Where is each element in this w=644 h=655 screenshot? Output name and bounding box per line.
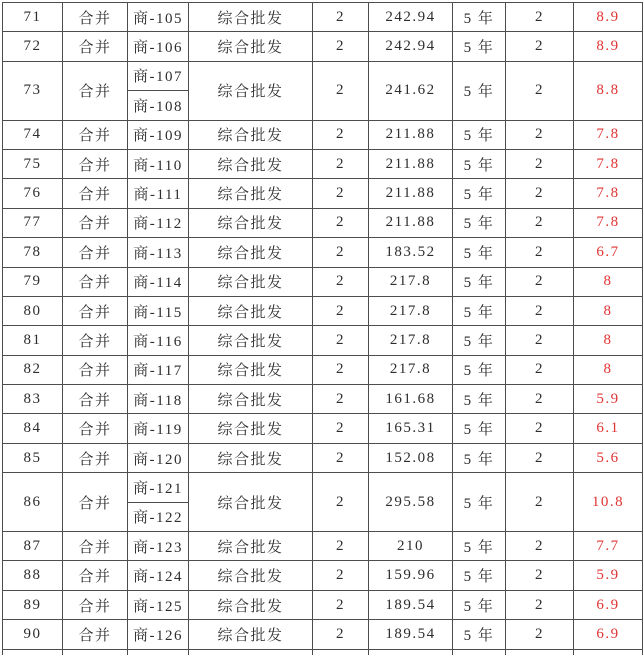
cell-lease-term: 5 年 bbox=[453, 590, 506, 619]
cell-row-no: 89 bbox=[3, 590, 63, 619]
cell-unit-count: 2 bbox=[313, 267, 369, 296]
cell-merge-label: 合并 bbox=[63, 208, 128, 237]
cell-unit-count: 2 bbox=[313, 385, 369, 414]
cell-unit-count: 2 bbox=[313, 208, 369, 237]
cell-area-value: 217.8 bbox=[369, 326, 453, 355]
cell-unit-count: 2 bbox=[313, 120, 369, 149]
cell-merge-label: 合并 bbox=[63, 326, 128, 355]
cell-unit-count: 2 bbox=[313, 32, 369, 61]
table-row bbox=[3, 355, 643, 384]
cell-shop-id: 商-125 bbox=[128, 590, 189, 619]
table-row bbox=[3, 326, 643, 355]
cell-lease-term: 5 年 bbox=[453, 267, 506, 296]
cell-empty bbox=[189, 649, 313, 655]
cell-lease-term: 5 年 bbox=[453, 355, 506, 384]
cell-household-count: 2 bbox=[506, 296, 574, 325]
table-sheet bbox=[2, 2, 643, 655]
cell-area-value: 189.54 bbox=[369, 590, 453, 619]
cell-unit-count: 2 bbox=[313, 443, 369, 472]
cell-empty bbox=[574, 649, 643, 655]
cell-business-type: 综合批发 bbox=[189, 532, 313, 561]
cell-shop-id: 商-118 bbox=[128, 385, 189, 414]
cell-business-type: 综合批发 bbox=[189, 120, 313, 149]
cell-area-value: 242.94 bbox=[369, 32, 453, 61]
cell-business-type: 综合批发 bbox=[189, 238, 313, 267]
cell-unit-count: 2 bbox=[313, 61, 369, 120]
cell-area-value: 295.58 bbox=[369, 473, 453, 532]
cell-lease-term: 5 年 bbox=[453, 296, 506, 325]
cell-household-count: 2 bbox=[506, 385, 574, 414]
cell-lease-term: 5 年 bbox=[453, 61, 506, 120]
cell-row-no: 90 bbox=[3, 620, 63, 649]
cell-business-type: 综合批发 bbox=[189, 561, 313, 590]
cell-household-count: 2 bbox=[506, 179, 574, 208]
cell-merge-label: 合并 bbox=[63, 561, 128, 590]
cell-rate-value: 8 bbox=[574, 326, 643, 355]
cell-shop-id: 商-126 bbox=[128, 620, 189, 649]
cell-lease-term: 5 年 bbox=[453, 32, 506, 61]
cell-row-no: 81 bbox=[3, 326, 63, 355]
cell-rate-value: 6.9 bbox=[574, 590, 643, 619]
cell-merge-label: 合并 bbox=[63, 238, 128, 267]
cell-household-count: 2 bbox=[506, 32, 574, 61]
cell-unit-count: 2 bbox=[313, 179, 369, 208]
table-row bbox=[3, 590, 643, 619]
cell-shop-id: 商-107 bbox=[128, 61, 189, 90]
cell-rate-value: 7.7 bbox=[574, 532, 643, 561]
cell-household-count: 2 bbox=[506, 473, 574, 532]
cell-row-no: 80 bbox=[3, 296, 63, 325]
cell-lease-term: 5 年 bbox=[453, 620, 506, 649]
cell-business-type: 综合批发 bbox=[189, 590, 313, 619]
cell-unit-count: 2 bbox=[313, 590, 369, 619]
cell-area-value: 210 bbox=[369, 532, 453, 561]
cell-merge-label: 合并 bbox=[63, 532, 128, 561]
cell-shop-id: 商-120 bbox=[128, 443, 189, 472]
cell-household-count: 2 bbox=[506, 620, 574, 649]
cell-rate-value: 5.6 bbox=[574, 443, 643, 472]
table-row bbox=[3, 414, 643, 443]
table-row bbox=[3, 620, 643, 649]
cell-shop-id: 商-119 bbox=[128, 414, 189, 443]
cell-rate-value: 6.7 bbox=[574, 238, 643, 267]
cell-household-count: 2 bbox=[506, 561, 574, 590]
table-row bbox=[3, 561, 643, 590]
cell-unit-count: 2 bbox=[313, 238, 369, 267]
cell-unit-count: 2 bbox=[313, 473, 369, 532]
cell-rate-value: 8.9 bbox=[574, 32, 643, 61]
cell-row-no: 87 bbox=[3, 532, 63, 561]
cell-shop-id: 商-113 bbox=[128, 238, 189, 267]
cell-lease-term: 5 年 bbox=[453, 532, 506, 561]
table-row bbox=[3, 238, 643, 267]
cell-row-no: 72 bbox=[3, 32, 63, 61]
cell-row-no: 76 bbox=[3, 179, 63, 208]
cell-household-count: 2 bbox=[506, 267, 574, 296]
cell-business-type: 综合批发 bbox=[189, 473, 313, 532]
cell-household-count: 2 bbox=[506, 149, 574, 178]
cell-rate-value: 8 bbox=[574, 355, 643, 384]
cell-shop-id: 商-122 bbox=[128, 502, 189, 531]
cell-area-value: 242.94 bbox=[369, 3, 453, 32]
cell-business-type: 综合批发 bbox=[189, 326, 313, 355]
cell-business-type: 综合批发 bbox=[189, 267, 313, 296]
cell-merge-label: 合并 bbox=[63, 473, 128, 532]
cell-lease-term: 5 年 bbox=[453, 414, 506, 443]
cell-merge-label: 合并 bbox=[63, 296, 128, 325]
cell-rate-value: 6.9 bbox=[574, 620, 643, 649]
cell-lease-term: 5 年 bbox=[453, 3, 506, 32]
cell-row-no: 82 bbox=[3, 355, 63, 384]
cell-shop-id: 商-117 bbox=[128, 355, 189, 384]
cell-merge-label: 合并 bbox=[63, 32, 128, 61]
cell-business-type: 综合批发 bbox=[189, 61, 313, 120]
cell-area-value: 217.8 bbox=[369, 267, 453, 296]
cell-row-no: 85 bbox=[3, 443, 63, 472]
cell-rate-value: 8 bbox=[574, 296, 643, 325]
cell-business-type: 综合批发 bbox=[189, 179, 313, 208]
cell-rate-value: 5.9 bbox=[574, 385, 643, 414]
table-row bbox=[3, 32, 643, 61]
cell-rate-value: 10.8 bbox=[574, 473, 643, 532]
cell-lease-term: 5 年 bbox=[453, 443, 506, 472]
cell-merge-label: 合并 bbox=[63, 355, 128, 384]
cell-household-count: 2 bbox=[506, 120, 574, 149]
cell-row-no: 78 bbox=[3, 238, 63, 267]
cell-empty bbox=[369, 649, 453, 655]
cell-empty bbox=[313, 649, 369, 655]
cell-empty bbox=[506, 649, 574, 655]
cell-business-type: 综合批发 bbox=[189, 355, 313, 384]
table-row bbox=[3, 473, 643, 502]
cell-area-value: 159.96 bbox=[369, 561, 453, 590]
table-row bbox=[3, 385, 643, 414]
cell-lease-term: 5 年 bbox=[453, 561, 506, 590]
cell-shop-id: 商-123 bbox=[128, 532, 189, 561]
cell-merge-label: 合并 bbox=[63, 443, 128, 472]
cell-household-count: 2 bbox=[506, 414, 574, 443]
cell-unit-count: 2 bbox=[313, 355, 369, 384]
cell-merge-label: 合并 bbox=[63, 120, 128, 149]
cell-shop-id: 商-111 bbox=[128, 179, 189, 208]
cell-merge-label: 合并 bbox=[63, 3, 128, 32]
cell-area-value: 217.8 bbox=[369, 355, 453, 384]
cell-row-no: 83 bbox=[3, 385, 63, 414]
cell-rate-value: 8.8 bbox=[574, 61, 643, 120]
cell-shop-id: 商-124 bbox=[128, 561, 189, 590]
cell-lease-term: 5 年 bbox=[453, 238, 506, 267]
cell-area-value: 183.52 bbox=[369, 238, 453, 267]
cell-rate-value: 8 bbox=[574, 267, 643, 296]
table-row bbox=[3, 267, 643, 296]
cell-lease-term: 5 年 bbox=[453, 208, 506, 237]
cell-lease-term: 5 年 bbox=[453, 473, 506, 532]
cell-shop-id: 商-109 bbox=[128, 120, 189, 149]
cell-shop-id: 商-116 bbox=[128, 326, 189, 355]
cell-row-no: 86 bbox=[3, 473, 63, 532]
cell-merge-label: 合并 bbox=[63, 179, 128, 208]
cell-business-type: 综合批发 bbox=[189, 414, 313, 443]
cell-household-count: 2 bbox=[506, 443, 574, 472]
cell-household-count: 2 bbox=[506, 590, 574, 619]
cell-area-value: 189.54 bbox=[369, 620, 453, 649]
cell-shop-id: 商-114 bbox=[128, 267, 189, 296]
cell-merge-label: 合并 bbox=[63, 590, 128, 619]
partial-row bbox=[3, 649, 643, 655]
cell-unit-count: 2 bbox=[313, 326, 369, 355]
cell-merge-label: 合并 bbox=[63, 620, 128, 649]
cell-area-value: 211.88 bbox=[369, 208, 453, 237]
cell-rate-value: 6.1 bbox=[574, 414, 643, 443]
cell-row-no: 74 bbox=[3, 120, 63, 149]
table-row bbox=[3, 3, 643, 32]
cell-business-type: 综合批发 bbox=[189, 620, 313, 649]
cell-unit-count: 2 bbox=[313, 3, 369, 32]
cell-area-value: 165.31 bbox=[369, 414, 453, 443]
cell-household-count: 2 bbox=[506, 355, 574, 384]
cell-lease-term: 5 年 bbox=[453, 120, 506, 149]
cell-rate-value: 8.9 bbox=[574, 3, 643, 32]
cell-shop-id: 商-112 bbox=[128, 208, 189, 237]
cell-row-no: 77 bbox=[3, 208, 63, 237]
table-row bbox=[3, 296, 643, 325]
table-row bbox=[3, 532, 643, 561]
cell-merge-label: 合并 bbox=[63, 385, 128, 414]
cell-lease-term: 5 年 bbox=[453, 385, 506, 414]
cell-household-count: 2 bbox=[506, 208, 574, 237]
cell-rate-value: 7.8 bbox=[574, 120, 643, 149]
cell-row-no: 79 bbox=[3, 267, 63, 296]
cell-rate-value: 7.8 bbox=[574, 208, 643, 237]
cell-business-type: 综合批发 bbox=[189, 32, 313, 61]
table-row bbox=[3, 443, 643, 472]
cell-household-count: 2 bbox=[506, 532, 574, 561]
cell-unit-count: 2 bbox=[313, 296, 369, 325]
cell-area-value: 161.68 bbox=[369, 385, 453, 414]
cell-shop-id: 商-110 bbox=[128, 149, 189, 178]
cell-business-type: 综合批发 bbox=[189, 208, 313, 237]
cell-lease-term: 5 年 bbox=[453, 149, 506, 178]
cell-empty bbox=[3, 649, 63, 655]
cell-household-count: 2 bbox=[506, 326, 574, 355]
cell-merge-label: 合并 bbox=[63, 414, 128, 443]
cell-merge-label: 合并 bbox=[63, 149, 128, 178]
cell-row-no: 84 bbox=[3, 414, 63, 443]
cell-area-value: 241.62 bbox=[369, 61, 453, 120]
cell-household-count: 2 bbox=[506, 61, 574, 120]
cell-lease-term: 5 年 bbox=[453, 326, 506, 355]
cell-household-count: 2 bbox=[506, 3, 574, 32]
table-row bbox=[3, 120, 643, 149]
cell-shop-id: 商-115 bbox=[128, 296, 189, 325]
cell-business-type: 综合批发 bbox=[189, 149, 313, 178]
cell-row-no: 75 bbox=[3, 149, 63, 178]
cell-unit-count: 2 bbox=[313, 620, 369, 649]
table-row bbox=[3, 149, 643, 178]
table-row bbox=[3, 179, 643, 208]
cell-merge-label: 合并 bbox=[63, 267, 128, 296]
cell-area-value: 152.08 bbox=[369, 443, 453, 472]
cell-empty bbox=[453, 649, 506, 655]
cell-row-no: 88 bbox=[3, 561, 63, 590]
cell-shop-id: 商-106 bbox=[128, 32, 189, 61]
cell-business-type: 综合批发 bbox=[189, 443, 313, 472]
cell-household-count: 2 bbox=[506, 238, 574, 267]
cell-lease-term: 5 年 bbox=[453, 179, 506, 208]
cell-shop-id: 商-108 bbox=[128, 91, 189, 120]
cell-area-value: 211.88 bbox=[369, 149, 453, 178]
cell-business-type: 综合批发 bbox=[189, 3, 313, 32]
cell-area-value: 217.8 bbox=[369, 296, 453, 325]
cell-rate-value: 7.8 bbox=[574, 149, 643, 178]
cell-area-value: 211.88 bbox=[369, 120, 453, 149]
cell-row-no: 73 bbox=[3, 61, 63, 120]
cell-shop-id: 商-121 bbox=[128, 473, 189, 502]
cell-merge-label: 合并 bbox=[63, 61, 128, 120]
cell-business-type: 综合批发 bbox=[189, 385, 313, 414]
table-row bbox=[3, 208, 643, 237]
cell-rate-value: 5.9 bbox=[574, 561, 643, 590]
cell-business-type: 综合批发 bbox=[189, 296, 313, 325]
table-row bbox=[3, 61, 643, 90]
lease-table bbox=[2, 2, 643, 655]
cell-unit-count: 2 bbox=[313, 414, 369, 443]
cell-area-value: 211.88 bbox=[369, 179, 453, 208]
cell-empty bbox=[63, 649, 128, 655]
cell-unit-count: 2 bbox=[313, 561, 369, 590]
cell-shop-id: 商-105 bbox=[128, 3, 189, 32]
cell-rate-value: 7.8 bbox=[574, 179, 643, 208]
cell-empty bbox=[128, 649, 189, 655]
cell-row-no: 71 bbox=[3, 3, 63, 32]
cell-unit-count: 2 bbox=[313, 532, 369, 561]
cell-unit-count: 2 bbox=[313, 149, 369, 178]
